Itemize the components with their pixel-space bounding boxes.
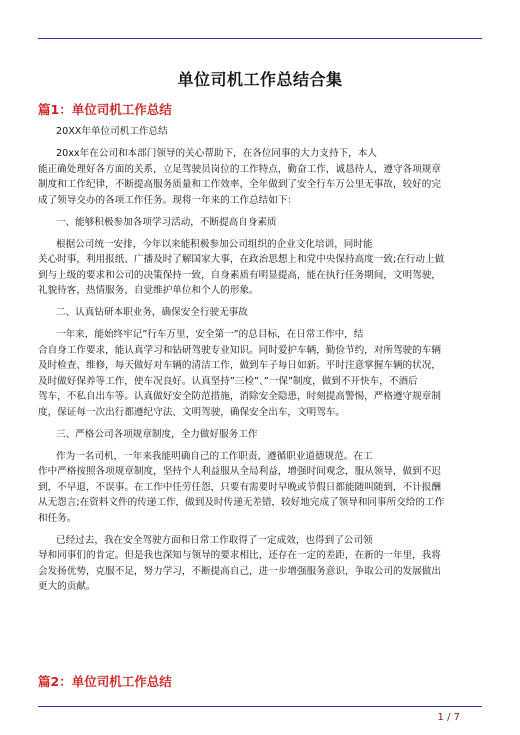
document-title: 单位司机工作总结合集 [177,70,343,89]
body-line: 到，不早退，不误事。在工作中任劳任怨，只要有需要时早晚或节假日都能随叫随到，不计报酬 [38,481,441,493]
body-line: 从无怨言;在资料文件的传递工作，做到及时传递无差错，较好地完成了领导和同事所交给的工作 [38,497,445,508]
body-line: 二、认真钻研本职业务，确保安全行驶无事故 [56,307,248,318]
body-line: 已经过去，我在安全驾驶方面和日常工作取得了一定成效，也得到了公司领 [56,534,373,546]
body-line: 能正确处理好各方面的关系，立足驾驶员岗位的工作特点，勤奋工作，诚恳待人，遵守各项规章 [38,163,441,175]
footer-rule [38,706,482,707]
body-line: 礼貌待客，热情服务，自觉维护单位和个人的形象。 [38,285,259,296]
section-1-heading: 篇1：单位司机工作总结 [38,102,172,117]
body-line: 一年来，能始终牢记”行车万里，安全第一”的总目标，在日常工作中，结 [56,329,364,340]
body-line: 成了领导交办的各项工作任务。现将一年来的工作总结如下： [38,194,298,206]
body-line: 作中严格按照各项规章制度，坚持个人利益服从全局利益，增强时间观念，服从领导，做到不迟 [38,466,441,477]
body-line: 20xx年在公司和本部门领导的关心帮助下，在各位同事的大力支持下，本人 [56,148,377,159]
section-1-body [38,124,488,595]
body-line: 更大的贡献。 [38,581,96,592]
body-line: 关心时事，利用报纸、广播及时了解国家大事，在政治思想上和党中央保持高度一致;在行动上做 [38,254,445,265]
body-line: 及时做好保养等工作，使车况良好。认真坚持”三检”、”一保”制度，做到不开快车，不酒后 [38,375,418,387]
body-line: 作为一名司机，一年来我能明确自己的工作职责，遵循职业道德规范。在工 [56,450,373,462]
body-line: 和任务。 [38,512,77,524]
body-line: 根据公司统一安排，今年以来能积极参加公司组织的企业文化培训，同时能 [56,238,373,250]
body-line: 合自身工作要求，能认真学习和钻研驾驶专业知识。同时爱护车辆，勤俭节约，对所驾驶的车辆 [38,344,441,356]
body-line: 到与上级的要求和公司的决策保持一致，自身素质有明显提高，能在执行任务期间，文明驾驶， [38,269,441,281]
header-rule [38,38,482,39]
page-indicator: 1 / 7 [437,712,460,723]
body-line: 导和同事们的肯定。但是我也深知与领导的要求相比，还存在一定的差距，在新的一年里，我将 [38,550,441,561]
body-line: 驾车，不私自出车等。认真做好安全防范措施，消除安全隐患，时刻提高警惕，严格遵守规章制 [38,391,441,402]
section-2-heading: 篇2：单位司机工作总结 [38,674,172,689]
body-line: 及时检查、维修，每天做好对车辆的清洁工作，做到车子每日如新。平时注意掌握车辆的状况， [38,360,441,371]
body-line: 会发扬优势，克服不足，努力学习，不断提高自己，进一步增强服务意识，争取公司的发展做出 [38,565,441,577]
body-line: 度，保证每一次出行都遵纪守法、文明驾驶，确保安全出车，文明驾车。 [38,406,345,418]
body-line: 一、能够积极参加各项学习活动，不断提高自身素质 [56,216,277,228]
body-line: 20XX年单位司机工作总结 [56,126,168,137]
body-line: 制度和工作纪律，不断提高服务质量和工作效率，全年做到了安全行车万公里无事故，较好的完 [38,179,441,190]
body-line: 三、严格公司各项规章制度，全力做好服务工作 [56,428,258,440]
